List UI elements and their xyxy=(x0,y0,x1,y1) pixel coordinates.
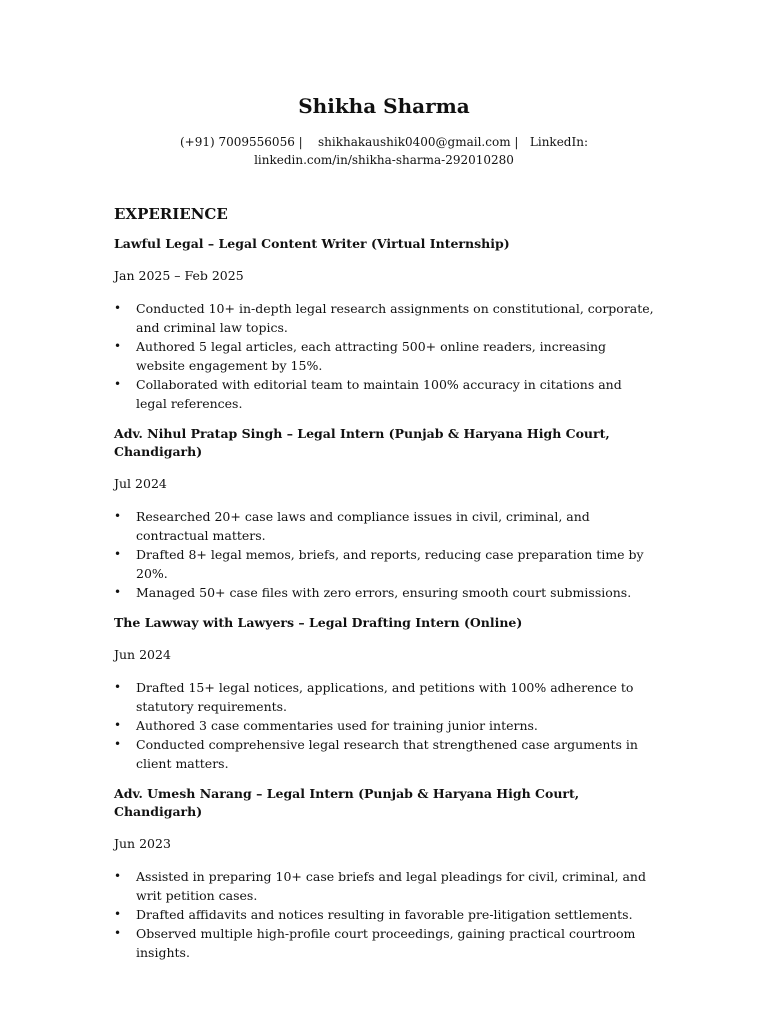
bullet-icon: • xyxy=(114,585,122,599)
bullet-icon: • xyxy=(114,509,122,523)
bullet-text: Managed 50+ case files with zero errors, ensuring smooth court submissions. xyxy=(136,585,632,600)
job-entry xyxy=(114,614,654,773)
bullet-item xyxy=(114,375,654,413)
job-bullets xyxy=(114,299,654,413)
bullet-item xyxy=(114,337,654,375)
bullet-icon: • xyxy=(114,718,122,732)
bullet-item xyxy=(114,924,654,962)
bullet-item xyxy=(114,299,654,337)
bullet-icon: • xyxy=(114,339,122,353)
job-date: Jun 2023 xyxy=(114,836,171,851)
bullet-item xyxy=(114,545,654,583)
job-bullets xyxy=(114,678,654,773)
bullet-item xyxy=(114,905,654,924)
bullet-icon: • xyxy=(114,907,122,921)
bullet-item xyxy=(114,867,654,905)
bullet-text: Drafted affidavits and notices resulting in favorable pre-litigation settlements. xyxy=(136,907,633,922)
job-title: Adv. Umesh Narang – Legal Intern (Punjab & Haryana High Court, Chandigarh) xyxy=(114,786,580,819)
job-entry xyxy=(114,425,654,602)
bullet-text: Conducted 10+ in-depth legal research assignments on constitutional, corporate, and criminal law topics. xyxy=(136,301,654,335)
bullet-item xyxy=(114,507,654,545)
bullet-item xyxy=(114,735,654,773)
bullet-icon: • xyxy=(114,301,122,315)
job-title: Adv. Nihul Pratap Singh – Legal Intern (Punjab & Haryana High Court, Chandigarh) xyxy=(114,426,610,459)
linkedin-url: LinkedIn: linkedin.com/in/shikha-sharma-292010280 xyxy=(254,135,592,167)
bullet-text: Assisted in preparing 10+ case briefs and legal pleadings for civil, criminal, and writ petition cases. xyxy=(136,869,646,903)
bullet-item xyxy=(114,678,654,716)
bullet-icon: • xyxy=(114,926,122,940)
bullet-text: Drafted 15+ legal notices, applications, and petitions with 100% adherence to statutory requirements. xyxy=(136,680,634,714)
job-date: Jun 2024 xyxy=(114,647,171,662)
job-entry xyxy=(114,785,654,962)
bullet-icon: • xyxy=(114,737,122,751)
phone-number: (+91) 7009556056 | xyxy=(179,135,303,149)
bullet-text: Researched 20+ case laws and compliance issues in civil, criminal, and contractual matters. xyxy=(136,509,590,543)
experience-section xyxy=(114,203,654,974)
bullet-icon: • xyxy=(114,680,122,694)
bullet-text: Drafted 8+ legal memos, briefs, and reports, reducing case preparation time by 20%. xyxy=(136,547,644,581)
bullet-icon: • xyxy=(114,377,122,391)
job-date: Jan 2025 – Feb 2025 xyxy=(114,268,244,283)
email-address: shikhakaushik0400@gmail.com | xyxy=(317,135,519,149)
contact-line xyxy=(120,133,648,169)
job-entry xyxy=(114,235,654,413)
bullet-text: Collaborated with editorial team to maintain 100% accuracy in citations and legal references. xyxy=(136,377,622,411)
bullet-text: Authored 3 case commentaries used for training junior interns. xyxy=(136,718,538,733)
job-title: The Lawway with Lawyers – Legal Drafting Intern (Online) xyxy=(114,615,523,630)
bullet-item xyxy=(114,716,654,735)
bullet-text: Observed multiple high-profile court proceedings, gaining practical courtroom insights. xyxy=(136,926,636,960)
bullet-icon: • xyxy=(114,547,122,561)
bullet-item xyxy=(114,583,654,602)
bullet-text: Conducted comprehensive legal research that strengthened case arguments in client matters. xyxy=(136,737,638,771)
bullet-text: Authored 5 legal articles, each attracting 500+ online readers, increasing website engagement by 15%. xyxy=(136,339,607,373)
job-title: Lawful Legal – Legal Content Writer (Virtual Internship) xyxy=(114,236,510,251)
bullet-icon: • xyxy=(114,869,122,883)
job-date: Jul 2024 xyxy=(114,476,167,491)
candidate-name: Shikha Sharma xyxy=(298,94,470,118)
job-bullets xyxy=(114,507,654,602)
section-title-experience: EXPERIENCE xyxy=(114,205,228,223)
job-bullets xyxy=(114,867,654,962)
